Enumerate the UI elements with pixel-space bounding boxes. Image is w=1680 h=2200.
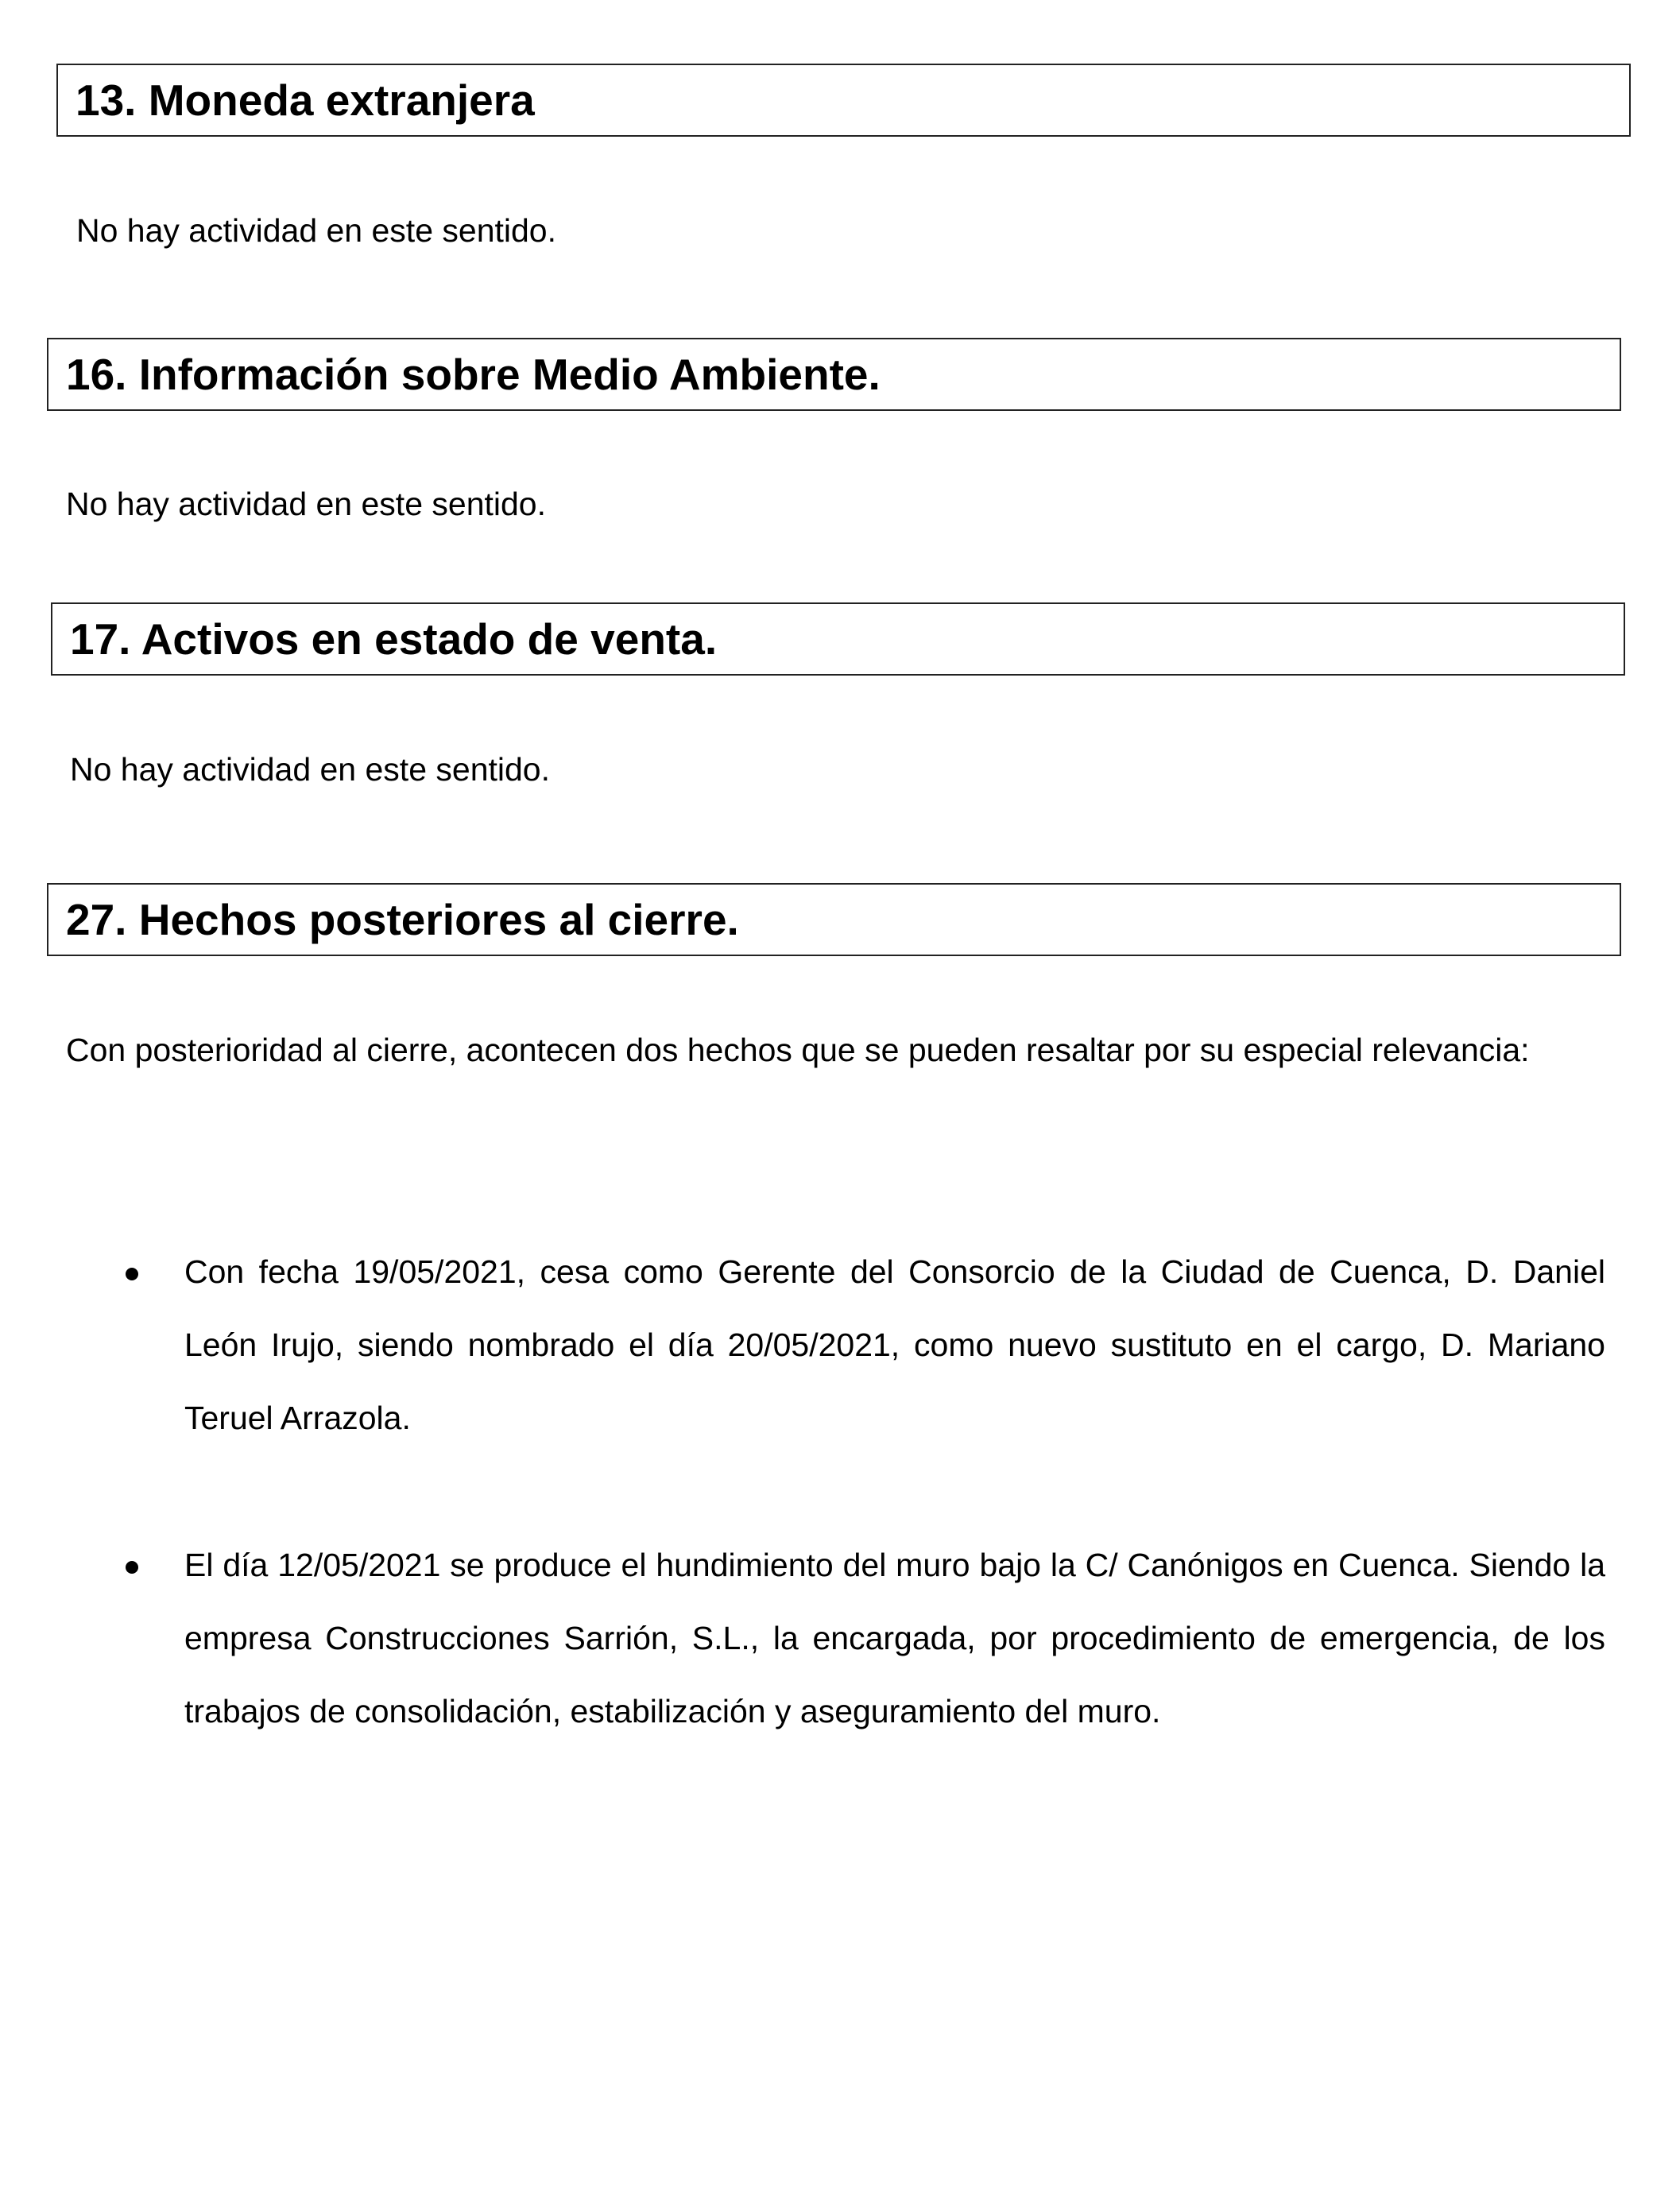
section-27-heading: 27. Hechos posteriores al cierre.	[66, 895, 739, 944]
bullet-icon	[119, 1528, 175, 1602]
section-17-heading: 17. Activos en estado de venta.	[70, 614, 718, 664]
section-16-body: No hay actividad en este sentido.	[66, 486, 546, 522]
section-27-heading-box	[47, 883, 1621, 956]
section-13-body: No hay actividad en este sentido.	[76, 212, 556, 249]
bullet-text-2: El día 12/05/2021 se produce el hundimiento del muro bajo la C/ Canónigos en Cuenca. Siendo la empresa Construcciones Sarrión, S.L., la encargada, por procedimiento de emergencia, de los trabajos de consolidación, estabilización y aseguramiento del muro.	[184, 1547, 1605, 1729]
section-17-body: No hay actividad en este sentido.	[70, 751, 550, 788]
section-13-heading-box	[56, 64, 1631, 137]
section-16-heading-box	[47, 338, 1621, 411]
section-17-heading-box	[51, 602, 1625, 676]
section-16-heading: 16. Información sobre Medio Ambiente.	[66, 350, 881, 399]
list-item	[119, 1528, 1605, 1751]
list-item	[119, 1235, 1605, 1458]
bullet-text-1: Con fecha 19/05/2021, cesa como Gerente del Consorcio de la Ciudad de Cuenca, D. Daniel León Irujo, siendo nombrado el día 20/05/2021, como nuevo sustituto en el cargo, D. Mariano Teruel Arrazola.	[184, 1253, 1605, 1436]
section-13-heading: 13. Moneda extranjera	[75, 76, 535, 125]
section-27-intro: Con posterioridad al cierre, acontecen dos hechos que se pueden resaltar por su especial relevancia:	[66, 1032, 1530, 1068]
bullet-icon	[119, 1235, 175, 1308]
